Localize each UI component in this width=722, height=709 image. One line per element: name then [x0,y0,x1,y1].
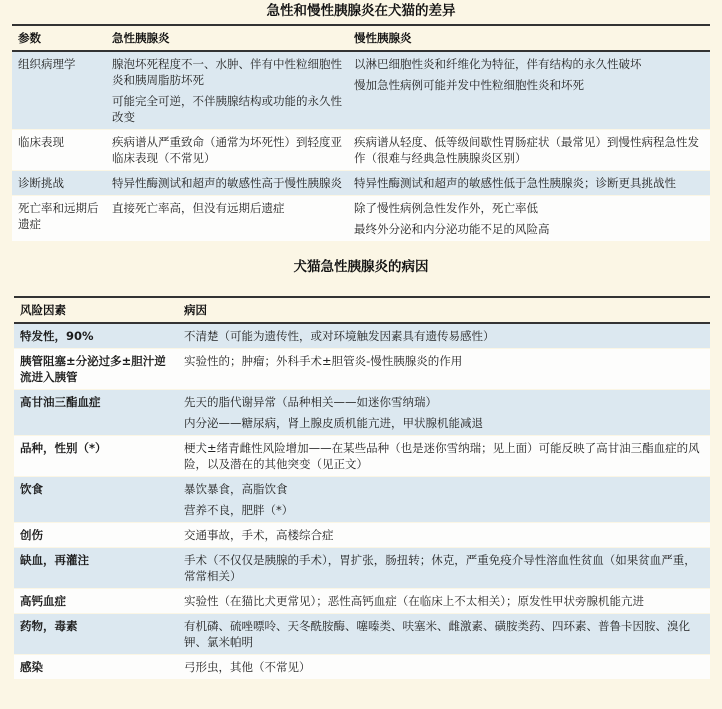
cause-text: 不清楚（可能为遗传性，或对环境触发因素具有遗传易感性） [184,329,495,343]
cause-cell [178,323,710,349]
chronic-text: 除了慢性病例急性发作外，死亡率低 [354,201,538,215]
header-chronic: 慢性胰腺炎 [354,31,412,45]
chronic-text: 疾病谱从轻度、低等级间歇性胃肠症状（最常见）到慢性病程急性发作（很难与经典急性胰腺炎区别） [354,135,699,165]
cause-text: 内分泌——糖尿病，肾上腺皮质机能亢进，甲状腺机能减退 [184,416,483,430]
cause-cell [178,614,710,655]
risk-factor-cell: 高钙血症 [14,589,178,614]
table-row [12,171,710,196]
acute-cell [106,130,348,171]
cause-cell [178,655,710,680]
header-param: 参数 [18,31,41,45]
acute-pancreatitis-causes-table [14,296,710,680]
header-acute: 急性胰腺炎 [112,31,170,45]
acute-text: 直接死亡率高，但没有远期后遗症 [112,201,285,215]
chronic-text: 最终外分泌和内分泌功能不足的风险高 [354,222,550,236]
chronic-text: 以淋巴细胞性炎和纤维化为特征，伴有结构的永久性破坏 [354,57,642,71]
risk-factor-cell: 特发性，90% [14,323,178,349]
chronic-text: 特异性酶测试和超声的敏感性低于急性胰腺炎；诊断更具挑战性 [354,176,676,190]
risk-factor-cell: 品种，性别（*） [14,436,178,477]
table-header-row [14,297,710,323]
cause-text: 实验性的；肿瘤；外科手术±胆管炎-慢性胰腺炎的作用 [184,354,463,368]
risk-factor-cell: 缺血，再灌注 [14,548,178,589]
cause-cell [178,477,710,523]
chronic-cell [348,196,710,242]
cause-cell [178,390,710,436]
cause-text: 梗犬±绪青雌性风险增加——在某些品种（也是迷你雪纳瑞；见上面）可能反映了高甘油三酯血症的风险，以及潜在的其他突变（见正文） [184,441,700,471]
acute-chronic-comparison-table [12,24,710,242]
acute-text: 特异性酶测试和超声的敏感性高于慢性胰腺炎 [112,176,342,190]
table-row [12,196,710,242]
acute-cell [106,171,348,196]
chronic-cell [348,51,710,130]
cause-text: 有机磷、硫唑嘌呤、天冬酰胺酶、噻嗪类、呋塞米、雌激素、磺胺类药、四环素、普鲁卡因胺、溴化钾、氯米帕明 [184,619,690,649]
table-row [14,614,710,655]
cause-text: 先天的脂代谢异常（品种相关——如迷你雪纳瑞） [184,395,437,409]
acute-text: 腺泡坏死程度不一、水肿、伴有中性粒细胞性炎和胰周脂肪坏死 [112,57,342,87]
chronic-cell [348,171,710,196]
cause-cell [178,523,710,548]
cause-text: 弓形虫，其他（不常见） [184,660,311,674]
cause-text: 营养不良，肥胖（*） [184,503,294,517]
table-row [14,323,710,349]
param-cell: 死亡率和远期后遗症 [12,196,106,242]
table-row [14,436,710,477]
param-cell: 临床表现 [12,130,106,171]
table1-title: 急性和慢性胰腺炎在犬猫的差异 [266,3,456,19]
table2-title: 犬猫急性胰腺炎的病因 [293,259,429,275]
header-risk-factor: 风险因素 [20,303,66,317]
cause-text: 实验性（在猫比犬更常见）；恶性高钙血症（在临床上不太相关）；原发性甲状旁腺机能亢进 [184,594,644,608]
acute-cell [106,196,348,242]
param-cell: 诊断挑战 [12,171,106,196]
table-row [12,130,710,171]
risk-factor-cell: 胰管阻塞±分泌过多±胆汁逆流进入胰管 [14,349,178,390]
table-header-row [12,25,710,51]
cause-text: 暴饮暴食，高脂饮食 [184,482,288,496]
table-row [14,477,710,523]
risk-factor-cell: 感染 [14,655,178,680]
table-row [14,548,710,589]
cause-cell [178,548,710,589]
table-row [14,349,710,390]
table-row [14,390,710,436]
risk-factor-cell: 饮食 [14,477,178,523]
cause-cell [178,589,710,614]
cause-text: 手术（不仅仅是胰腺的手术），胃扩张，肠扭转；休克，严重免疫介导性溶血性贫血（如果贫血严重，常常相关） [184,553,696,583]
cause-text: 交通事故，手术，高楼综合症 [184,528,334,542]
cause-cell [178,436,710,477]
risk-factor-cell: 药物，毒素 [14,614,178,655]
risk-factor-cell: 高甘油三酯血症 [14,390,178,436]
acute-text: 可能完全可逆，不伴胰腺结构或功能的永久性改变 [112,94,342,124]
table-row [12,51,710,130]
chronic-text: 慢加急性病例可能并发中性粒细胞性炎和坏死 [354,78,584,92]
risk-factor-cell: 创伤 [14,523,178,548]
spacer [0,282,722,296]
cause-cell [178,349,710,390]
chronic-cell [348,130,710,171]
table-row [14,655,710,680]
table-row [14,523,710,548]
table-row [14,589,710,614]
header-cause: 病因 [184,303,207,317]
acute-text: 疾病谱从严重致命（通常为坏死性）到轻度亚临床表现（不常见） [112,135,342,165]
param-cell: 组织病理学 [12,51,106,130]
acute-cell [106,51,348,130]
